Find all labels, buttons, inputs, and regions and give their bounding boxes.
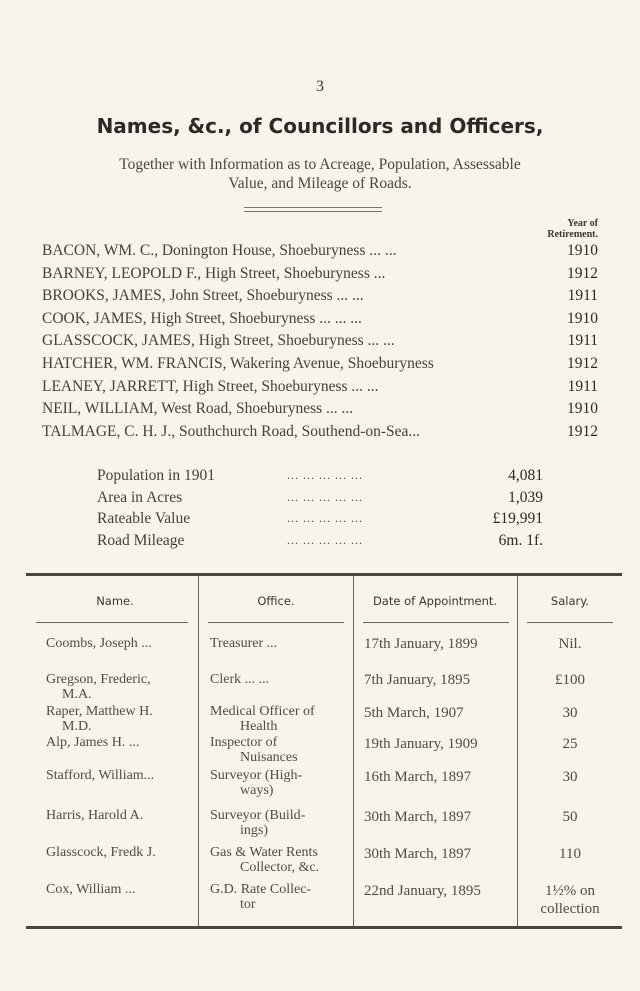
stat-label: Population in 1901 xyxy=(97,467,215,484)
table-column-divider xyxy=(198,576,199,926)
officer-name: Coombs, Joseph ... xyxy=(46,636,152,651)
officer-office: G.D. Rate Collec- tor xyxy=(210,882,312,912)
councillor-name: TALMAGE, C. H. J., Southchurch Road, Southend-on-Sea... xyxy=(42,422,421,440)
appointment-date: 7th January, 1895 xyxy=(364,672,471,688)
councillor-row xyxy=(42,398,598,421)
officer-salary: 30 xyxy=(562,769,578,785)
stat-value: 1,039 xyxy=(508,488,543,506)
appointment-date: 22nd January, 1895 xyxy=(364,883,481,899)
officer-office: Inspector of Nuisances xyxy=(210,735,298,765)
appointment-date: 16th March, 1897 xyxy=(364,769,472,785)
table-column-divider xyxy=(353,576,354,926)
councillor-name: HATCHER, WM. FRANCIS, Wakering Avenue, Shoeburyness xyxy=(42,354,434,372)
appointment-date: 19th January, 1909 xyxy=(364,736,478,752)
appointment-date: 5th March, 1907 xyxy=(364,705,464,721)
officer-salary: 110 xyxy=(559,846,581,862)
officer-name: Raper, Matthew H. M.D. xyxy=(46,704,153,734)
subtitle-line-1: Together with Information as to Acreage, Population, Assessable xyxy=(119,156,521,173)
stat-value: £19,991 xyxy=(492,510,543,528)
officer-name: Alp, James H. ... xyxy=(46,735,140,750)
officer-office: Clerk ... ... xyxy=(210,672,270,687)
stat-leader-dots: ... ... ... ... ... xyxy=(287,533,363,548)
officer-office: Gas & Water Rents Collector, &c. xyxy=(210,845,320,875)
column-header-salary: Salary. xyxy=(550,594,590,608)
councillor-row xyxy=(42,421,598,444)
officer-salary: 30 xyxy=(562,705,578,721)
double-rule-divider xyxy=(244,207,382,212)
table-header-rule xyxy=(527,622,613,623)
councillors-list xyxy=(42,240,598,443)
stat-leader-dots: ... ... ... ... ... xyxy=(287,468,363,482)
year-of-retirement-header xyxy=(500,218,598,240)
column-header-office: Office. xyxy=(257,594,295,608)
councillor-row xyxy=(42,263,598,286)
officer-name: Gregson, Frederic, M.A. xyxy=(46,672,151,702)
stat-row xyxy=(97,530,543,552)
year-header-line-1: Year of xyxy=(567,218,598,229)
column-header-name: Name. xyxy=(96,594,134,608)
stat-leader-dots: ... ... ... ... ... xyxy=(287,511,363,526)
appointment-date: 17th January, 1899 xyxy=(364,636,478,652)
stat-value: 6m. 1f. xyxy=(498,532,543,550)
table-header-rule xyxy=(208,622,344,623)
officer-salary: 1½% on collection xyxy=(540,883,600,917)
councillor-row xyxy=(42,330,598,353)
officer-salary: £100 xyxy=(555,672,585,688)
stat-row xyxy=(97,465,543,487)
officer-name: Stafford, William... xyxy=(46,768,155,783)
councillor-row xyxy=(42,240,598,263)
statistics-list xyxy=(97,465,543,552)
councillor-name: BARNEY, LEOPOLD F., High Street, Shoeburyness ... xyxy=(42,264,386,282)
councillor-name: GLASSCOCK, JAMES, High Street, Shoeburyness ... ... xyxy=(42,332,395,350)
councillor-year: 1912 xyxy=(567,354,598,372)
officer-name: Harris, Harold A. xyxy=(46,808,144,823)
councillor-row xyxy=(42,353,598,376)
councillor-name: BACON, WM. C., Donington House, Shoeburyness ... ... xyxy=(42,242,397,259)
stat-label: Road Mileage xyxy=(97,532,185,550)
councillor-name: NEIL, WILLIAM, West Road, Shoeburyness ... ... xyxy=(42,400,354,418)
councillor-year: 1911 xyxy=(567,287,598,305)
table-top-rule xyxy=(26,573,622,576)
officer-name: Glasscock, Fredk J. xyxy=(46,845,156,860)
councillor-row xyxy=(42,285,598,308)
officer-office: Treasurer ... xyxy=(210,636,278,651)
officer-office: Medical Officer of Health xyxy=(210,704,315,734)
stat-label: Rateable Value xyxy=(97,510,191,528)
councillor-row xyxy=(42,376,598,399)
councillor-year: 1912 xyxy=(567,422,598,440)
appointment-date: 30th March, 1897 xyxy=(364,809,472,825)
councillor-name: LEANEY, JARRETT, High Street, Shoeburyness ... ... xyxy=(42,377,379,395)
stat-leader-dots: ... ... ... ... ... xyxy=(287,489,363,504)
councillor-year: 1910 xyxy=(567,242,598,259)
column-header-date: Date of Appointment. xyxy=(372,594,498,608)
subtitle-line-2: Value, and Mileage of Roads. xyxy=(228,175,412,192)
councillor-year: 1911 xyxy=(567,377,598,395)
page-subtitle xyxy=(60,155,580,193)
stat-row xyxy=(97,487,543,509)
councillor-name: COOK, JAMES, High Street, Shoeburyness ... ... ... xyxy=(42,309,362,327)
page-number: 3 xyxy=(316,78,324,95)
councillor-year: 1910 xyxy=(567,400,598,418)
appointment-date: 30th March, 1897 xyxy=(364,846,472,862)
councillor-row xyxy=(42,308,598,331)
councillor-year: 1910 xyxy=(567,309,598,327)
officer-office: Surveyor (High- ways) xyxy=(210,768,303,798)
table-bottom-rule xyxy=(26,926,622,929)
councillor-year: 1912 xyxy=(567,264,598,282)
stat-value: 4,081 xyxy=(508,467,543,484)
officer-salary: Nil. xyxy=(558,636,582,652)
table-header-rule xyxy=(363,622,509,623)
councillor-year: 1911 xyxy=(567,332,598,350)
officer-salary: 50 xyxy=(562,809,578,825)
officer-office: Surveyor (Build- ings) xyxy=(210,808,306,838)
officer-name: Cox, William ... xyxy=(46,882,136,897)
year-header-line-2: Retirement. xyxy=(547,229,598,240)
stat-row xyxy=(97,508,543,530)
councillor-name: BROOKS, JAMES, John Street, Shoeburyness ... ... xyxy=(42,287,364,305)
page-title: Names, &c., of Councillors and Officers, xyxy=(96,114,544,138)
table-header-rule xyxy=(36,622,188,623)
stat-label: Area in Acres xyxy=(97,488,183,506)
officer-salary: 25 xyxy=(562,736,578,752)
